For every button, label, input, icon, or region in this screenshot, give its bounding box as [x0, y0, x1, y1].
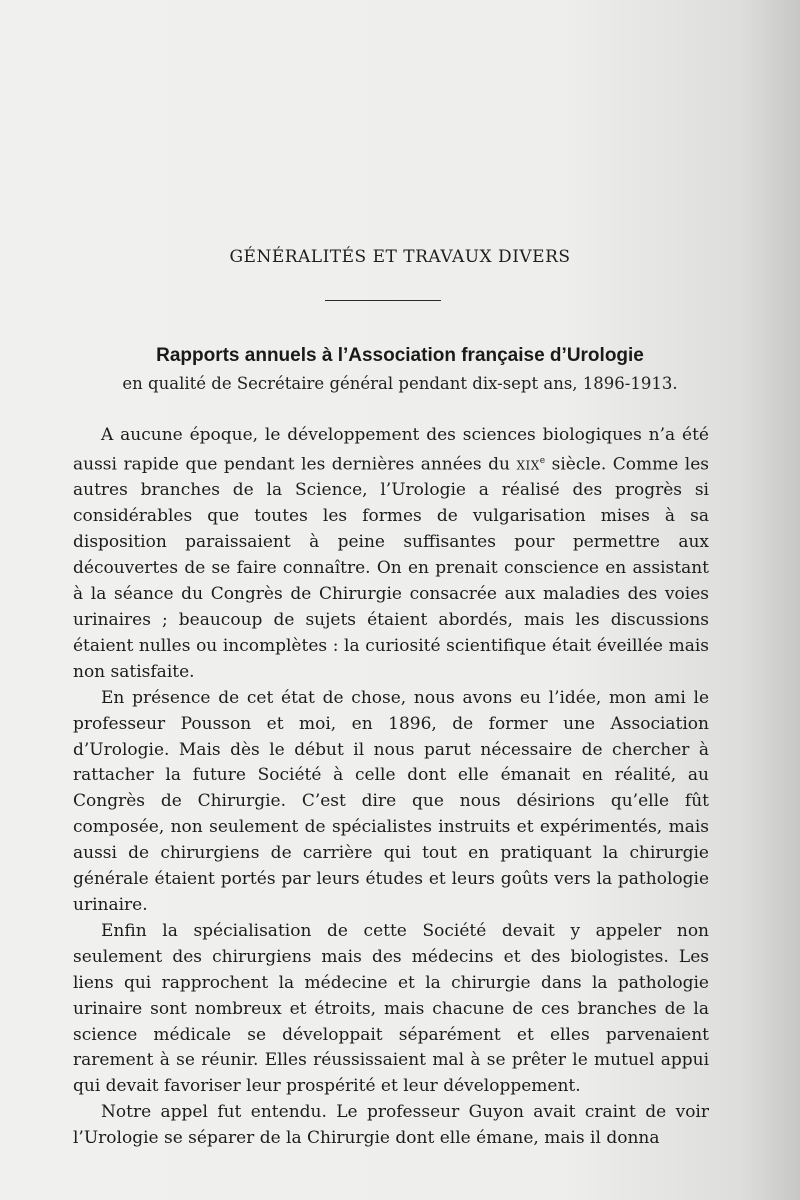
century-superscript: e — [539, 455, 546, 466]
paragraph-1: A aucune époque, le développement des sciences biologiques n’a été aussi rapide que pendant les dernières années du xix$^e$ siècle. Comme les autres branches de la Science, l’Urologie a réalisé des progrès si considérables que toutes les formes de vulgarisation mises à sa disposition paraissaient à peine suffisantes pour permettre aux découvertes de se faire connaître. On en prenait conscience en assistant à la séance du Congrès de Chirurgie consacrée aux maladies des voies urinaires ; beaucoup de sujets étaient abordés, mais les discussions étaient nulles ou incomplètes : la curiosité scientifique était éveillée mais non satisfaite. — [73, 425, 709, 682]
section-title: GÉNÉRALITÉS ET TRAVAUX DIVERS — [229, 247, 571, 267]
paragraph-4: Notre appel fut entendu. Le professeur Guyon avait craint de voir l’Urologie se séparer de la Chirurgie dont elle émane, mais il donna — [73, 1102, 709, 1149]
article-subtitle: en qualité de Secrétaire général pendant dix-sept ans, 1896-1913. — [122, 374, 678, 393]
article-title: Rapports annuels à l’Association française d’Urologie — [156, 345, 644, 366]
paragraph-2: En présence de cet état de chose, nous avons eu l’idée, mon ami le professeur Pousson et moi, en 1896, de former une Association d’Urologie. Mais dès le début il nous parut nécessaire de chercher à rattacher la future Société à celle dont elle émanait en réalité, au Congrès de Chirurgie. C’est dire que nous désirions qu’elle fût composée, non seulement de spécialistes instruits et expérimentés, mais aussi de chirurgiens de carrière qui tout en pratiquant la chirurgie générale étaient portés par leurs études et leurs goûts vers la pathologie urinaire. — [73, 687, 709, 915]
article-body — [73, 423, 709, 1152]
paragraph-3: Enfin la spécialisation de cette Société devait y appeler non seulement des chirurgiens mais des médecins et des biologistes. Les liens qui rapprochent la médecine et la chirurgie dans la pathologie urinaire sont nombreux et étroits, mais chacune de ces branches de la science médicale se développait séparément et elles parvenaient rarement à se réunir. Elles réussissaient mal à se prêter le mutuel appui qui devait favoriser leur prospérité et leur développement. — [73, 920, 709, 1097]
title-divider — [325, 300, 441, 301]
century-numeral: xix — [516, 454, 540, 475]
